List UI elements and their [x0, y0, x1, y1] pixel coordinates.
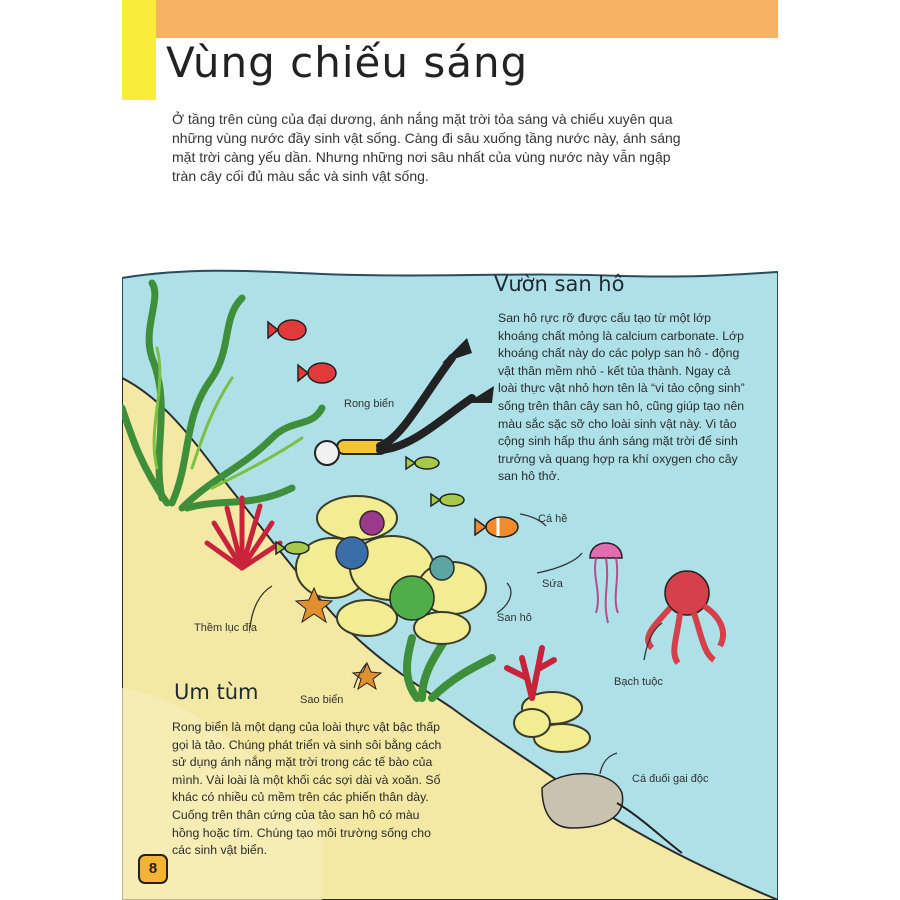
book-page: [122, 0, 778, 900]
label-seaweed: Rong biển: [344, 398, 395, 410]
seaweed-section-heading: Um tùm: [174, 680, 259, 704]
ocean-scene: [122, 268, 778, 900]
seaweed-section-body: Rong biển là một dạng của loài thực vật bậc thấp gọi là tảo. Chúng phát triển và sinh sôi bằng cách sử dụng ánh nắng mặt trời trong các tế bào của mình. Vài loài là một khối các sợi dài và xoăn. Số khác có nhiều củ mềm trên các phiến thân dày. Cuống trên thân cứng của tảo san hô có màu hồng hoặc tím. Chúng tạo môi trường sống cho các sinh vật biển.: [172, 720, 442, 858]
label-clownfish: Cá hề: [538, 513, 568, 525]
coral-section-body: San hô rực rỡ được cấu tạo từ một lớp khoáng chất mỏng là calcium carbonate. Lớp khoáng chất này do các polyp san hô - động vật thân mềm nhỏ - kết tủa thành. Ngay cả loài thực vật nhỏ hơn tên là “vi tảo cộng sinh” sống trên thân cây san hô, cũng giúp tạo nên màu sắc sặc sỡ cho loài sinh vật này. Vi tảo cộng sinh hấp thu ánh sáng mặt trời để sinh trưởng và quang hợp ra khí oxygen cho cây san hô thở.: [498, 311, 745, 484]
label-jellyfish: Sứa: [542, 578, 563, 590]
side-accent-bar: [122, 0, 156, 100]
label-octopus: Bạch tuộc: [614, 676, 663, 688]
page-title: Vùng chiếu sáng: [166, 38, 529, 87]
label-coral: San hô: [497, 612, 532, 624]
label-continental-shelf: Thềm lục địa: [194, 622, 257, 634]
top-color-band: [122, 0, 778, 38]
page-number: 8: [138, 854, 168, 884]
label-starfish: Sao biển: [300, 694, 344, 706]
coral-section-heading: Vườn san hô: [494, 272, 625, 296]
label-stingray: Cá đuối gai độc: [632, 773, 709, 785]
intro-paragraph: Ở tầng trên cùng của đại dương, ánh nắng mặt trời tỏa sáng và chiếu xuyên qua những vùng nước đầy sinh vật sống. Càng đi sâu xuống tầng nước này, ánh sáng mặt trời càng yếu dần. Nhưng những nơi sâu nhất của vùng nước này vẫn ngập tràn cây cối đủ màu sắc và sinh vật sống.: [172, 111, 681, 184]
